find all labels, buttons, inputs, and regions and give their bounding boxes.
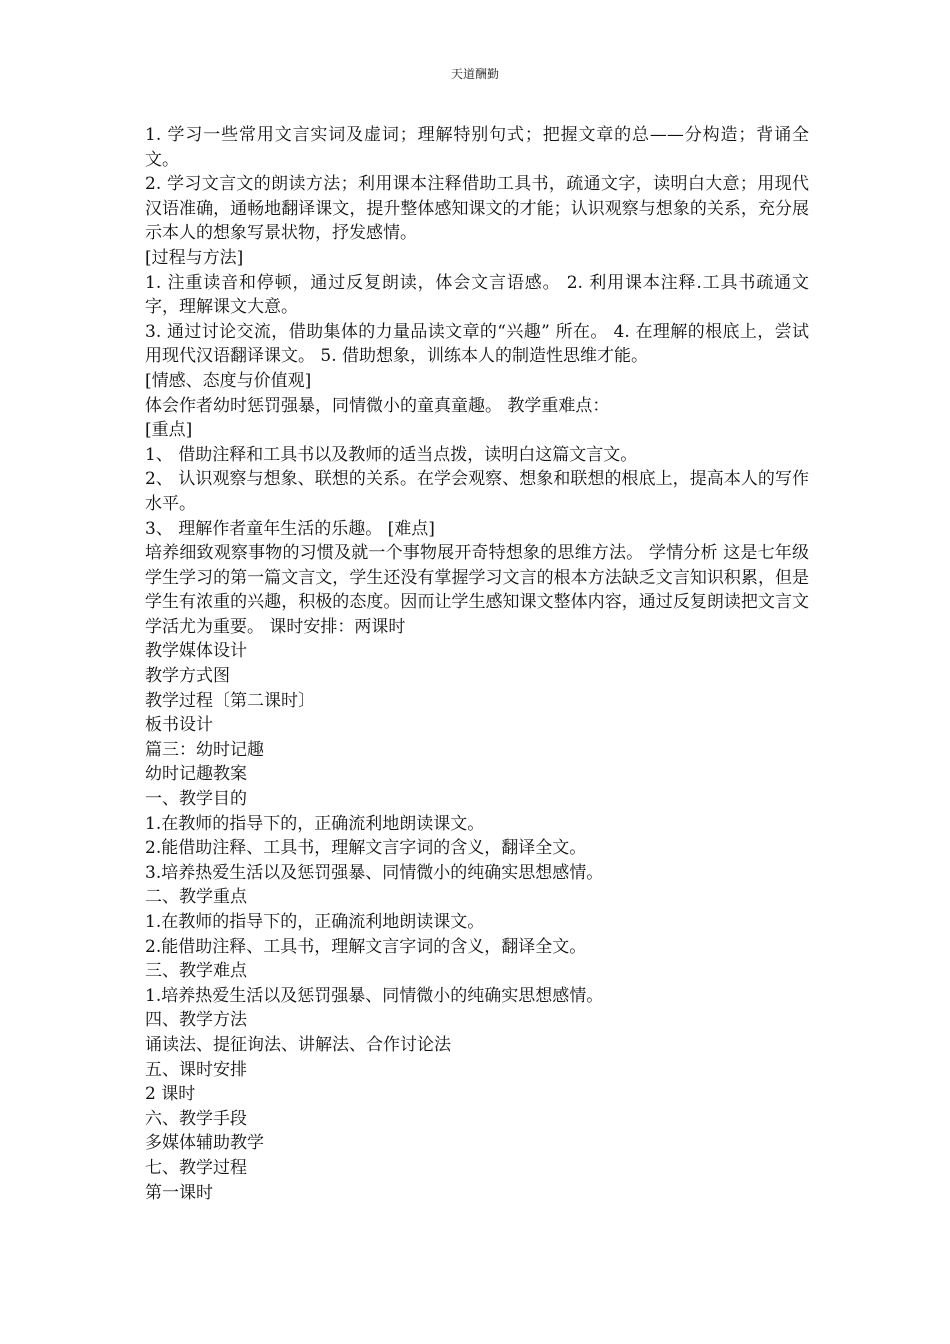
paragraph-emotion: 体会作者幼时惩罚强暴，同情微小的童真童趣。 教学重难点： bbox=[145, 395, 610, 416]
line-chapter-three: 篇三：幼时记趣 bbox=[145, 739, 264, 760]
paragraph-key-point-2: 2、 认识观察与想象、联想的关系。在学会观察、想象和联想的根底上，提高本人的写作水平。 bbox=[145, 469, 809, 514]
paragraph-objective-2: 2. 学习文言文的朗读方法；利用课本注释借助工具书，疏通文字，读明白大意；用现代汉语准确，通畅地翻译课文，提升整体感知课文的才能；认识观察与想象的关系，充分展示本人的想象写景状物，抒发感情。 bbox=[145, 174, 809, 244]
section-heading-process-method: [过程与方法] bbox=[145, 247, 244, 268]
line-teaching-diagram: 教学方式图 bbox=[145, 666, 230, 687]
line-teaching-process: 教学过程〔第二课时〕 bbox=[145, 690, 315, 711]
line-media-design: 教学媒体设计 bbox=[145, 641, 247, 662]
section-heading-1: 一、教学目的 bbox=[145, 789, 247, 810]
paragraph-process-2: 3. 通过讨论交流，借助集体的力量品读文章的“兴趣” 所在。 4. 在理解的根底上，尝试用现代汉语翻译课文。 5. 借助想象，训练本人的制造性思维才能。 bbox=[145, 321, 809, 367]
line-class-hours: 2 课时 bbox=[145, 1084, 196, 1105]
line-lesson-plan-title: 幼时记趣教案 bbox=[145, 764, 247, 785]
list-item-goal-3: 3.培养热爱生活以及惩罚强暴、同情微小的纯确实思想感情。 bbox=[145, 862, 604, 883]
paragraph-key-point-3: 3、 理解作者童年生活的乐趣。 [难点] bbox=[145, 518, 435, 539]
section-heading-emotion-values: [情感、态度与价值观] bbox=[145, 370, 312, 391]
section-heading-5: 五、课时安排 bbox=[145, 1059, 247, 1080]
paragraph-difficulty-analysis: 培养细致观察事物的习惯及就一个事物展开奇特想象的思维方法。 学情分析 这是七年级学生学习的第一篇文言文，学生还没有掌握学习文言的根本方法缺乏文言知识积累，但是学生有浓重的兴趣，积极的态度。因而让学生感知课文整体内容，通过反复朗读把文言文学活尤为重要。 课时安排：两课时 bbox=[145, 543, 809, 637]
document-body bbox=[145, 123, 809, 1205]
list-item-goal-2: 2.能借助注释、工具书，理解文言字词的含义，翻译全文。 bbox=[145, 838, 587, 859]
list-item-difficulty-1: 1.培养热爱生活以及惩罚强暴、同情微小的纯确实思想感情。 bbox=[145, 985, 604, 1006]
list-item-focus-1: 1.在教师的指导下的，正确流利地朗读课文。 bbox=[145, 912, 485, 932]
section-heading-6: 六、教学手段 bbox=[145, 1108, 247, 1129]
paragraph-process-1: 1. 注重读音和停顿，通过反复朗读，体会文言语感。 2. 利用课本注释.工具书疏通文字，理解课文大意。 bbox=[145, 272, 809, 318]
list-item-focus-2: 2.能借助注释、工具书，理解文言字词的含义，翻译全文。 bbox=[145, 936, 587, 957]
page-header: 天道酬勤 bbox=[450, 67, 499, 81]
line-first-lesson: 第一课时 bbox=[145, 1182, 213, 1203]
section-heading-key-points: [重点] bbox=[145, 420, 193, 441]
paragraph-objective-1: 1. 学习一些常用文言实词及虚词；理解特别句式；把握文章的总——分构造；背诵全文。 bbox=[145, 125, 809, 170]
line-methods: 诵读法、提征询法、讲解法、合作讨论法 bbox=[145, 1034, 451, 1055]
paragraph-key-point-1: 1、 借助注释和工具书以及教师的适当点拨，读明白这篇文言文。 bbox=[145, 444, 638, 465]
line-teaching-means: 多媒体辅助教学 bbox=[145, 1133, 264, 1154]
section-heading-4: 四、教学方法 bbox=[145, 1010, 247, 1031]
section-heading-7: 七、教学过程 bbox=[145, 1157, 247, 1178]
line-board-design: 板书设计 bbox=[145, 715, 213, 736]
list-item-goal-1: 1.在教师的指导下的，正确流利地朗读课文。 bbox=[145, 813, 485, 834]
section-heading-3: 三、教学难点 bbox=[145, 961, 247, 982]
section-heading-2: 二、教学重点 bbox=[145, 887, 247, 908]
